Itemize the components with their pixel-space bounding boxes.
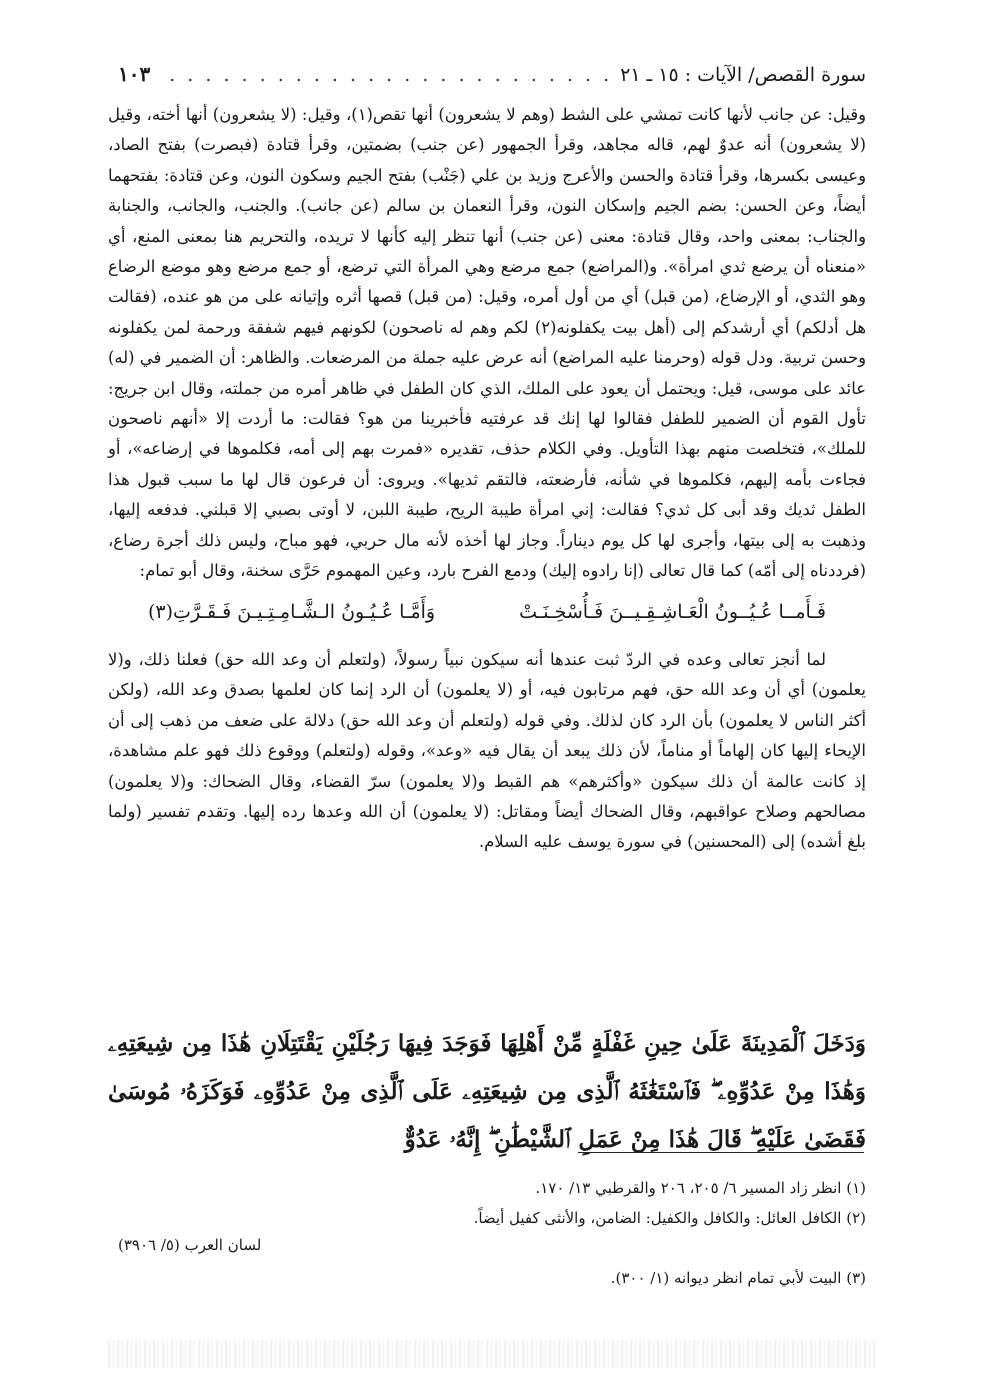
running-header	[118, 62, 866, 86]
paragraph-1: وقيل: عن جانب لأنها كانت تمشي على الشط (وهم لا يشعرون) أنها تقص(١)، وقيل: (لا يشعرون) أنها أخته، وقيل (لا يشعرون) أنه عدوٌ لهم، قاله مجاهد، وقرأ الجمهور (عن جنب) بضمتين، وقرأ قتادة (فبصرت) بفتح الصاد، وعيسى بكسرها، وقرأ قتادة والحسن والأعرج وزيد بن علي (جَنْب) بفتح الجيم وسكون النون، وعن قتادة: بفتحهما أيضاً، وعن الحسن: بضم الجيم وإسكان النون، وقرأ النعمان بن سالم (عن جانب). والجنب، والجانب، والجنابة والجناب: بمعنى واحد، وقال قتادة: معنى (عن جنب) أنها تنظر إليه كأنها لا تريده، والتحريم هنا بمعنى المنع، أي «منعناه أن يرضع ثدي امرأة». و(المراضع) جمع مرضع وهي المرأة التي ترضع، أو جمع مرضع وهو موضع الرضاع وهو الثدي، أو الإرضاع، (من قبل) أي من أول أمره، وقيل: (من قبل) قصها أثره وإتيانه على من هو عنده، (فقالت هل أدلكم) أي أرشدكم إلى (أهل بيت يكفلونه(٢) لكم وهم له ناصحون) لكونهم فيهم شفقة ورحمة لمن يكفلونه وحسن تربية. ودل قوله (وحرمنا عليه المراضع) أنه عرض عليه جملة من المرضعات. والظاهر: أن الضمير في (له) عائد على موسى، قيل: ويحتمل أن يعود على الملك، الذي كان الطفل في ظاهر أمره من جملته، وقال ابن جريج: تأول القوم أن الضمير للطفل فقالوا لها إنك قد عرفتيه فأخبرينا من هو؟ فقالت: ما أردت إلا «أنهم ناصحون للملك»، فتخلصت منهم بهذا التأويل. وفي الكلام حذف، تقديره «فمرت بهم إلى أمه، فكلموها في إرضاعه»، أو فجاءت بأمه إليهم، فكلموها في شأنه، فأرضعته، فالتقم ثديها». ويروى: أن فرعون قال لها ما سبب قبول هذا الطفل ثديك وقد أبى كل ثدي؟ فقالت: إني امرأة طيبة الريح، طيبة اللبن، لا أوتى بصبي إلا قبلني. فدفعه إليها، وذهبت به إلى بيتها، وأجرى لها كل يوم ديناراً. وجاز لها أخذه لأنه مال حربي، فهو مباح، وليس ذلك أجرة رضاع، (فرددناه إلى أمّه) كما قال تعالى (إنا رادوه إليك) ودمع الفرح بارد، وعين المهموم حَرَّى سخنة، وقال أبو تمام:	[108, 105, 866, 581]
surah-reference: سورة القصص/ الآيات : ١٥ ـ ٢١	[620, 64, 866, 86]
leader-dots	[158, 64, 612, 86]
footnote-divider	[578, 1152, 864, 1153]
scan-artifact	[108, 1340, 876, 1368]
poetry-verse	[148, 597, 826, 627]
paragraph-2: لما أنجز تعالى وعده في الردّ ثبت عندها أنه سيكون نبياً رسولاً، (ولتعلم أن وعد الله حق) فعلنا ذلك، و(لا يعلمون) أي أن وعد الله حق، فهم مرتابون فيه، أو (لا يعلمون) أن الرد إنما كان لعلمها بصدق وعد الله، (ولكن أكثر الناس لا يعلمون) بأن الرد كان لذلك. وفي قوله (ولتعلم أن وعد الله حق) دلالة على ضعف من ذهب إلى أن الإيحاء إليها كان إلهاماً أو مناماً، لأن ذلك يبعد أن يقال فيه «وعد»، وقوله (ولتعلم) ووقوع ذلك فهو علم مشاهدة، إذ كانت عالمة أن ذلك سيكون «وأكثرهم» هم القبط و(لا يعلمون) سرّ القضاء، وقال الضحاك: و(لا يعلمون) مصالحهم وصلاح عواقبهم، وقال الضحاك أيضاً ومقاتل: (لا يعلمون) أن الله وعدها رده إليها. وتقدم تفسير (ولما بلغ أشده) إلى (المحسنين) في سورة يوسف عليه السلام.	[108, 649, 866, 852]
footnote-2-source: لسان العرب (٥/ ٣٩٠٦)	[118, 1236, 262, 1254]
verse-second-hemistich: وَأَمَّـا عُـيُـونُ الـشَّـامِـتِـيـنَ فَـقَـرَّتِ(٣)	[148, 600, 436, 623]
footnote-2: (٢) الكافل العائل: والكافل والكفيل: الضامن، والأنثى كفيل أيضاً.	[473, 1209, 866, 1227]
footnote-3: (٣) البيت لأبي تمام انظر ديوانه (١/ ٣٠٠).	[610, 1269, 866, 1287]
quran-verse-block: وَدَخَلَ ٱلْمَدِينَةَ عَلَىٰ حِينِ غَفْلَةٍ مِّنْ أَهْلِهَا فَوَجَدَ فِيهَا رَجُلَيْنِ يَقْتَتِلَانِ هَٰذَا مِن شِيعَتِهِۦ وَهَٰذَا مِنْ عَدُوِّهِۦ ۖ فَٱسْتَغَٰثَهُ ٱلَّذِى مِن شِيعَتِهِۦ عَلَى ٱلَّذِى مِنْ عَدُوِّهِۦ فَوَكَزَهُۥ مُوسَىٰ فَقَضَىٰ عَلَيْهِ ۖ قَالَ هَٰذَا مِنْ عَمَلِ ٱلشَّيْطَٰنِ ۖ إِنَّهُۥ عَدُوٌّ	[108, 1030, 866, 1153]
commentary-body	[108, 100, 866, 858]
page-number: ١٠٣	[118, 62, 151, 86]
verse-first-hemistich: فَـأَمــا عُـيُــونُ الْعَـاشِـقِـيــنَ فَـأُسْخِـنَـتْ	[519, 600, 826, 623]
footnotes	[118, 1176, 866, 1296]
footnote-1: (١) انظر زاد المسير ٦/ ٢٠٥، ٢٠٦ والقرطبي ١٣/ ١٧٠.	[535, 1179, 866, 1197]
